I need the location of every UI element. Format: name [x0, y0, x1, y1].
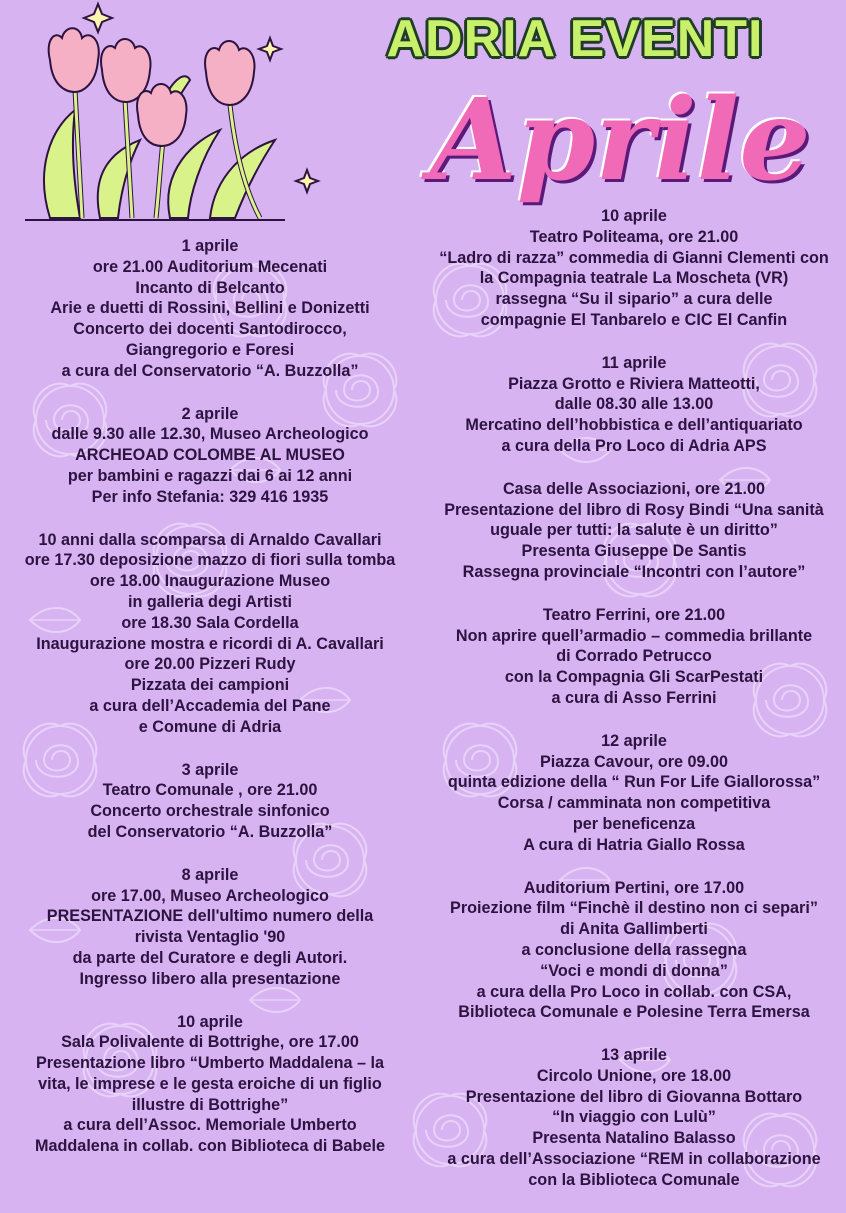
- event-line: Ingresso libero alla presentazione: [79, 969, 341, 988]
- event-line: Presentazione del libro di Rosy Bindi “Una sanità: [444, 500, 824, 519]
- tulip-bouquet-icon: [20, 0, 330, 230]
- event-line: Rassegna provinciale “Incontri con l’autore”: [462, 562, 806, 581]
- event-line: A cura di Hatria Giallo Rossa: [523, 835, 745, 854]
- event-line: Inaugurazione mostra e ricordi di A. Cavallari: [36, 634, 384, 653]
- event-line: a cura della Pro Loco di Adria APS: [501, 436, 767, 455]
- event-heading: Teatro Ferrini, ore 21.00: [542, 605, 726, 624]
- event-line: a cura dell’Assoc. Memoriale Umberto: [63, 1116, 357, 1135]
- event-line: ore 18.00 Inaugurazione Museo: [89, 572, 331, 591]
- event-line: Per info Stefania: 329 416 1935: [91, 487, 329, 506]
- event-line: a cura del Conservatorio “A. Buzzolla”: [61, 361, 359, 380]
- event-line: ore 18.30 Sala Cordella: [121, 613, 299, 632]
- event-heading: Auditorium Pertini, ore 17.00: [523, 878, 745, 897]
- event-line: con la Compagnia Gli ScarPestati: [504, 668, 764, 687]
- event-line: Circolo Unione, ore 18.00: [536, 1066, 732, 1085]
- event-line: vita, le imprese e le gesta eroiche di un figlio: [38, 1074, 382, 1093]
- event-line: da parte del Curatore e degli Autori.: [72, 948, 348, 967]
- event-block: [424, 206, 844, 331]
- event-line: per beneficenza: [572, 814, 696, 833]
- event-heading: 11 aprile: [601, 353, 667, 372]
- event-line: illustre di Bottrighe”: [131, 1095, 289, 1114]
- event-block: [2, 404, 418, 508]
- event-line: a cura di Asso Ferrini: [551, 688, 717, 707]
- event-line: “Voci e mondi di donna”: [540, 961, 728, 980]
- poster-title: ADRIA EVENTI: [386, 10, 764, 68]
- event-line: con la Biblioteca Comunale: [528, 1170, 740, 1189]
- event-line: Presenta Natalino Balasso: [532, 1129, 736, 1148]
- event-line: Pizzata dei campioni: [130, 676, 290, 695]
- event-heading: 10 aprile: [601, 207, 667, 225]
- event-line: uguale per tutti: la salute è un diritto”: [490, 521, 778, 540]
- event-line: Concerto orchestrale sinfonico: [90, 802, 330, 821]
- event-line: a conclusione della rassegna: [521, 940, 747, 959]
- event-line: Sala Polivalente di Bottrighe, ore 17.00: [61, 1033, 359, 1052]
- event-line: Biblioteca Comunale e Polesine Terra Emersa: [458, 1003, 810, 1022]
- event-line: a cura dell’Accademia del Pane: [89, 696, 331, 715]
- event-line: Piazza Cavour, ore 09.00: [539, 752, 729, 771]
- event-block: [2, 760, 418, 843]
- event-heading: 8 aprile: [181, 865, 239, 884]
- event-heading: 1 aprile: [181, 237, 239, 255]
- event-line: a cura della Pro Loco in collab. con CSA,: [476, 982, 792, 1001]
- event-line: ore 17.30 deposizione mazzo di fiori sulla tomba: [24, 551, 396, 570]
- event-block: [424, 353, 844, 457]
- event-line: ore 21.00 Auditorium Mecenati: [92, 257, 328, 276]
- event-block: [424, 731, 844, 856]
- event-line: e Comune di Adria: [138, 717, 282, 736]
- event-line: PRESENTAZIONE dell'ultimo numero della: [46, 907, 374, 926]
- event-block: [424, 1045, 844, 1191]
- event-line: Maddalena in collab. con Biblioteca di Babele: [35, 1137, 385, 1156]
- event-line: a cura dell’Associazione “REM in collaborazione: [447, 1150, 821, 1169]
- event-line: Presentazione libro “Umberto Maddalena – la: [35, 1054, 385, 1073]
- event-heading: Casa delle Associazioni, ore 21.00: [502, 479, 766, 498]
- event-block: [2, 530, 418, 738]
- event-line: ARCHEOAD COLOMBE AL MUSEO: [75, 446, 345, 465]
- event-line: “Ladro di razza” commedia di Gianni Clementi con: [439, 248, 829, 267]
- event-line: la Compagnia teatrale La Moscheta (VR): [479, 269, 789, 288]
- event-line: Incanto di Belcanto: [135, 278, 285, 297]
- event-line: Arie e duetti di Rossini, Bellini e Donizetti: [50, 299, 370, 318]
- event-line: del Conservatorio “A. Buzzolla”: [87, 822, 333, 841]
- event-line: dalle 9.30 alle 12.30, Museo Archeologico: [51, 425, 369, 444]
- event-line: Giangregorio e Foresi: [125, 340, 295, 359]
- event-line: compagnie El Tanbarelo e CIC El Canfin: [480, 310, 788, 329]
- event-line: dalle 08.30 alle 13.00: [554, 395, 714, 414]
- event-line: Presenta Giuseppe De Santis: [521, 542, 747, 561]
- event-heading: 12 aprile: [601, 731, 667, 750]
- event-block: [424, 605, 844, 709]
- event-line: di Corrado Petrucco: [556, 647, 712, 666]
- event-heading: 3 aprile: [181, 760, 239, 779]
- event-line: Corsa / camminata non competitiva: [497, 794, 771, 813]
- event-line: rassegna “Su il sipario” a cura delle: [495, 290, 773, 309]
- event-heading: 13 aprile: [601, 1046, 667, 1065]
- event-block: [2, 1012, 418, 1158]
- event-line: Concerto dei docenti Santodirocco,: [73, 320, 347, 339]
- event-line: Teatro Politeama, ore 21.00: [529, 227, 739, 246]
- event-heading: 2 aprile: [181, 404, 239, 423]
- event-line: Presentazione del libro di Giovanna Bottaro: [465, 1087, 803, 1106]
- event-heading: 10 aprile: [177, 1012, 243, 1031]
- event-block: [424, 878, 844, 1024]
- event-line: di Anita Gallimberti: [560, 920, 708, 939]
- event-block: [424, 479, 844, 583]
- event-line: quinta edizione della “ Run For Life Giallorossa”: [447, 773, 821, 792]
- right-event-column: [424, 206, 844, 1213]
- event-line: in galleria degi Artisti: [127, 592, 292, 611]
- month-title: Aprile: [430, 75, 811, 206]
- event-line: ore 20.00 Pizzeri Rudy: [124, 655, 296, 674]
- event-line: Proiezione film “Finchè il destino non ci separi”: [450, 899, 818, 918]
- event-block: [2, 865, 418, 990]
- event-line: “In viaggio con Lulù”: [552, 1108, 716, 1127]
- event-line: Teatro Comunale , ore 21.00: [102, 781, 318, 800]
- event-block: [2, 236, 418, 382]
- event-line: Mercatino dell’hobbistica e dell’antiquariato: [465, 416, 803, 435]
- event-line: rivista Ventaglio '90: [134, 928, 286, 947]
- event-line: per bambini e ragazzi dai 6 ai 12 anni: [67, 466, 353, 485]
- event-line: Non aprire quell’armadio – commedia brillante: [455, 626, 813, 645]
- event-line: Piazza Grotto e Riviera Matteotti,: [508, 374, 760, 393]
- event-line: ore 17.00, Museo Archeologico: [91, 886, 329, 905]
- left-event-column: [2, 236, 418, 1179]
- event-heading: 10 anni dalla scomparsa di Arnaldo Cavallari: [38, 530, 382, 549]
